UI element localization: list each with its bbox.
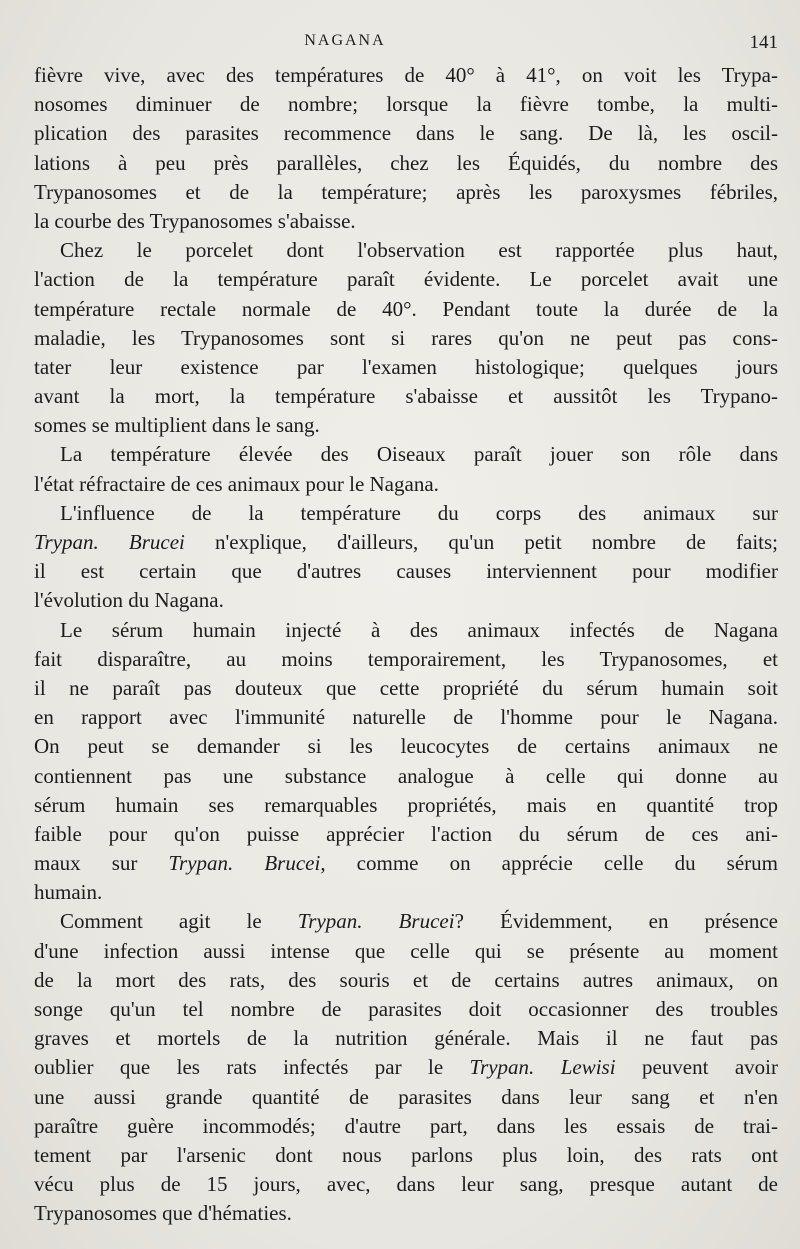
text-line	[34, 528, 778, 557]
text-line	[34, 324, 778, 353]
text-segment: tement par l'arsenic dont nous parlons plus loin, des rats ont	[34, 1142, 778, 1167]
text-line	[34, 762, 778, 791]
text-segment: n'explique, d'ailleurs, qu'un petit nombre de faits;	[184, 530, 778, 554]
text-segment: On peut se demander si les leucocytes de certains animaux ne	[34, 734, 778, 759]
text-line	[34, 499, 778, 528]
text-segment: fait disparaître, au moins temporairement, les Trypanosomes, et	[34, 646, 778, 671]
text-segment: maladie, les Trypanosomes sont si rares qu'on ne peut pas cons-	[34, 325, 778, 350]
text-segment: Comment agit le	[60, 909, 298, 934]
text-line	[34, 1141, 778, 1170]
text-line	[34, 674, 778, 703]
italic-taxon-name: Trypan. Brucei	[34, 530, 185, 554]
text-line	[34, 995, 778, 1024]
text-segment: il ne paraît pas douteux que cette propriété du sérum humain soit	[34, 675, 778, 700]
text-line	[34, 1053, 778, 1082]
text-line	[34, 1024, 778, 1053]
text-segment: contiennent pas une substance analogue à celle qui donne au	[34, 763, 778, 788]
text-segment: paraître guère incommodés; d'autre part, dans les essais de trai-	[34, 1113, 778, 1138]
text-segment: plication des parasites recommence dans le sang. De là, les oscil-	[34, 121, 778, 146]
text-segment: en rapport avec l'immunité naturelle de l'homme pour le Nagana.	[34, 705, 778, 730]
running-head	[0, 30, 800, 54]
text-segment: nosomes diminuer de nombre; lorsque la fièvre tombe, la multi-	[34, 92, 778, 117]
text-line	[34, 90, 778, 119]
text-segment: de la mort des rats, des souris et de certains autres animaux, on	[34, 967, 778, 992]
text-line	[34, 791, 778, 820]
text-line	[34, 382, 778, 411]
text-line	[34, 353, 778, 382]
text-segment: faible pour qu'on puisse apprécier l'action du sérum de ces ani-	[34, 821, 778, 846]
text-line	[34, 119, 778, 148]
text-segment: La température élevée des Oiseaux paraît jouer son rôle dans	[60, 442, 778, 467]
text-segment: L'influence de la température du corps des animaux sur	[60, 500, 778, 525]
italic-taxon-name: Trypan. Lewisi	[469, 1055, 616, 1080]
text-line	[34, 937, 778, 966]
text-segment: Chez le porcelet dont l'observation est rapportée plus haut,	[60, 238, 778, 263]
text-segment: d'une infection aussi intense que celle qui se présente au moment	[34, 938, 778, 963]
text-segment: oublier que les rats infectés par le	[34, 1055, 470, 1080]
text-segment: avant la mort, la température s'abaisse et aussitôt les Trypano-	[34, 384, 778, 409]
text-line	[34, 616, 778, 645]
text-segment: la courbe des Trypanosomes s'abaisse.	[34, 208, 356, 233]
text-segment: l'évolution du Nagana.	[34, 588, 224, 613]
text-line	[34, 149, 778, 178]
text-segment: une aussi grande quantité de parasites dans leur sang et n'en	[34, 1084, 778, 1109]
text-line	[34, 1083, 778, 1112]
text-line	[34, 586, 778, 615]
text-line	[34, 1170, 778, 1199]
text-segment: sérum humain ses remarquables propriétés, mais en quantité trop	[34, 792, 778, 817]
text-line	[34, 61, 778, 90]
text-line	[34, 178, 778, 207]
text-segment: il est certain que d'autres causes interviennent pour modifier	[34, 559, 778, 584]
text-line	[34, 878, 778, 907]
text-line	[34, 966, 778, 995]
text-line	[34, 236, 778, 265]
text-line	[34, 207, 778, 236]
text-line	[34, 411, 778, 440]
text-segment: lations à peu près parallèles, chez les Équidés, du nombre des	[34, 150, 778, 175]
text-segment: ? Évidemment, en présence	[454, 909, 778, 934]
text-segment: somes se multiplient dans le sang.	[34, 413, 320, 438]
text-segment: peuvent avoir	[615, 1055, 778, 1080]
text-line	[34, 470, 778, 499]
text-line	[34, 1199, 778, 1228]
text-segment: fièvre vive, avec des températures de 40° à 41°, on voit les Trypa-	[34, 63, 778, 87]
text-segment: tater leur existence par l'examen histologique; quelques jours	[34, 354, 778, 379]
text-segment: vécu plus de 15 jours, avec, dans leur sang, presque autant de	[34, 1172, 778, 1197]
body-text	[34, 61, 778, 1229]
text-segment: Le sérum humain injecté à des animaux infectés de Nagana	[60, 617, 778, 642]
text-line	[34, 732, 778, 761]
text-segment: l'état réfractaire de ces animaux pour le Nagana.	[34, 471, 439, 496]
text-line	[34, 295, 778, 324]
running-title: NAGANA	[304, 32, 386, 49]
text-line	[34, 265, 778, 294]
text-segment: Trypanosomes et de la température; après les paroxysmes fébriles,	[34, 179, 778, 204]
text-segment: humain.	[34, 880, 103, 905]
text-segment: songe qu'un tel nombre de parasites doit occasionner des troubles	[34, 997, 778, 1021]
text-segment: maux sur	[34, 851, 169, 876]
text-line	[34, 557, 778, 586]
italic-taxon-name: Trypan. Brucei	[297, 909, 455, 934]
text-line	[34, 1112, 778, 1141]
text-segment: , comme on apprécie celle du sérum	[320, 851, 778, 876]
text-line	[34, 849, 778, 878]
text-line	[34, 907, 778, 936]
italic-taxon-name: Trypan. Brucei	[168, 851, 321, 876]
text-segment: Trypanosomes que d'hématies.	[34, 1201, 292, 1226]
text-line	[34, 440, 778, 469]
text-line	[34, 645, 778, 674]
text-line	[34, 820, 778, 849]
page-number: 141	[749, 32, 778, 53]
text-segment: l'action de la température paraît évidente. Le porcelet avait une	[34, 267, 778, 292]
text-segment: température rectale normale de 40°. Pendant toute la durée de la	[34, 296, 778, 321]
text-segment: graves et mortels de la nutrition générale. Mais il ne faut pas	[34, 1026, 778, 1051]
text-line	[34, 703, 778, 732]
